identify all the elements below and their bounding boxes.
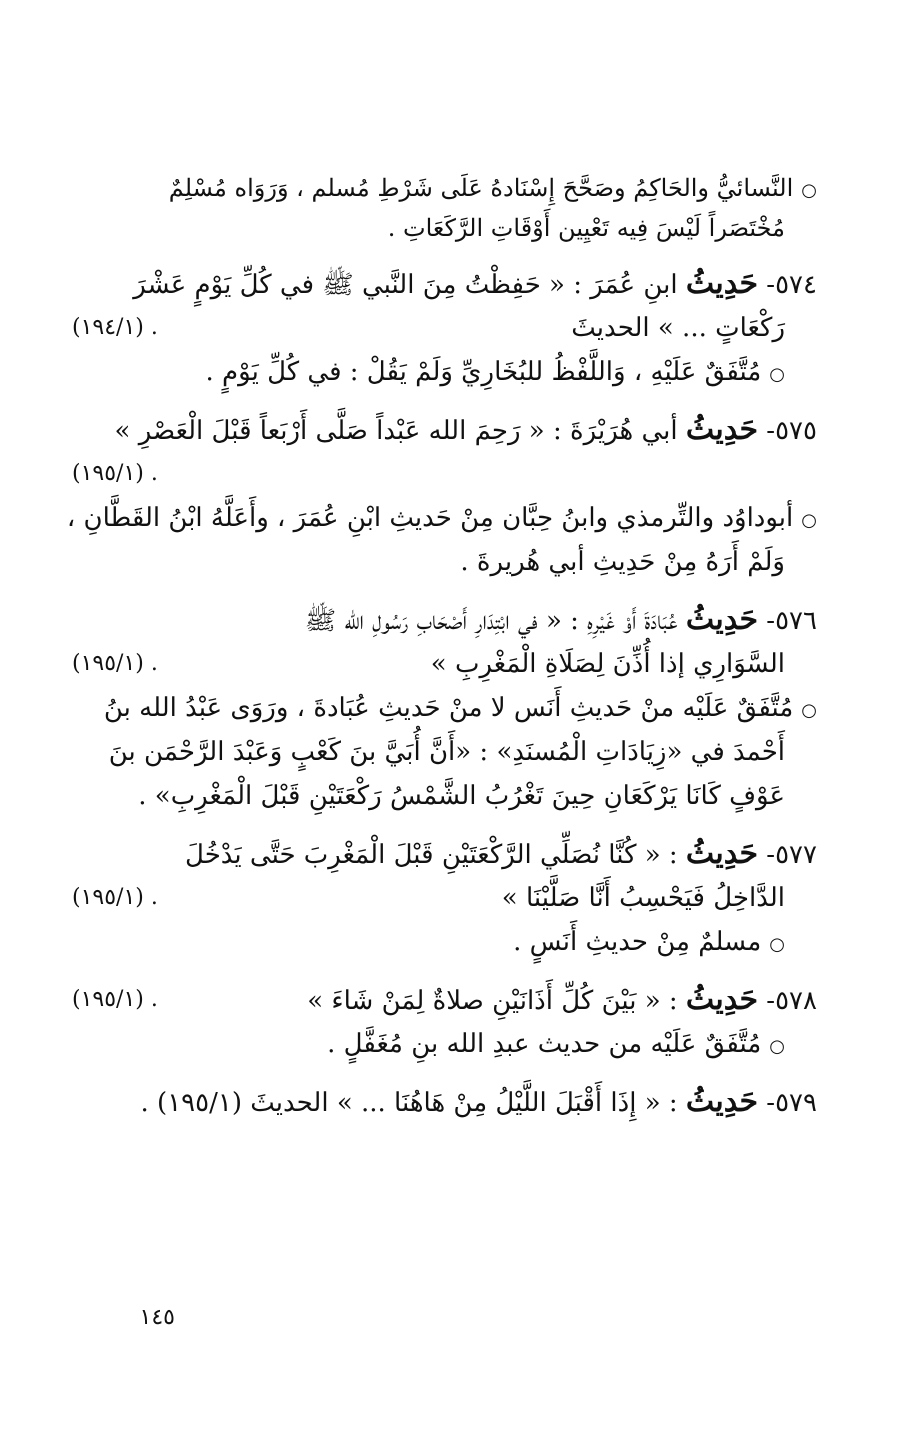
intro-line-2: مُخْتَصَراً لَيْسَ فِيه تَعْيِين أَوْقَاتِ الرَّكَعَاتِ .	[387, 214, 785, 242]
hadith-note-1: أبوداوُد والتِّرمذي وابنُ حِبَّان مِنْ حَديثِ ابْنِ عُمَرَ ، وأَعَلَّهُ ابْنُ القَطَّانِ ،	[66, 503, 794, 533]
hadith-text-2: الدَّاخِلُ فَيَحْسِبُ أَنَّا صَلَّيْنَا »	[501, 883, 785, 913]
hadith-text-2: رَكْعَاتٍ ... » الحديثَ	[571, 313, 785, 343]
hadith-keyword: حَدِيثُ	[685, 1084, 759, 1119]
bullet-circle-icon: ○	[801, 510, 817, 531]
hadith-number: ٥٧٦-	[766, 606, 817, 636]
bullet-circle-icon: ○	[801, 180, 817, 201]
hadith-note-2: أَحْمدَ في «زِيَادَاتِ الْمُسنَدِ» : «أَنَّ أُبَيَّ بنَ كَعْبٍ وَعَبْدَ الرَّحْمَن بنَ	[108, 737, 785, 767]
hadith-576	[72, 598, 817, 818]
intro-note	[72, 168, 817, 248]
hadith-note-2: وَلَمْ أَرَهُ مِنْ حَدِيثِ أبي هُريرةَ .	[460, 547, 785, 577]
hadith-reference: (١٩٥/١) .	[72, 651, 158, 676]
hadith-keyword: حَدِيثُ	[685, 836, 759, 871]
hadith-keyword: حَدِيثُ	[685, 266, 759, 301]
bullet-circle-icon: ○	[769, 1036, 785, 1057]
hadith-keyword: حَدِيثُ	[685, 412, 759, 447]
hadith-579	[72, 1080, 817, 1124]
hadith-reference: (١٩٤/١) .	[72, 315, 158, 340]
hadith-note-3: عَوْفٍ كَانَا يَرْكَعَانِ حِينَ تَغْرُبُ الشَّمْسُ رَكْعَتَيْنِ قَبْلَ الْمَغْرِبِ» .	[138, 781, 785, 811]
hadith-reference: (١٩٥/١) .	[72, 461, 158, 486]
hadith-note: مُتَّفَقٌ عَلَيْه من حديث عبدِ الله بنِ مُغَفَّلٍ .	[327, 1029, 762, 1059]
hadith-578	[72, 978, 817, 1066]
page-content	[66, 168, 817, 1138]
hadith-number: ٥٧٥-	[766, 416, 817, 446]
bullet-circle-icon: ○	[801, 700, 817, 721]
hadith-reference: (١٩٥/١) .	[72, 885, 158, 910]
hadith-keyword: حَدِيثُ	[685, 602, 759, 637]
bullet-circle-icon: ○	[769, 364, 785, 385]
hadith-reference: (١٩٥/١) .	[72, 987, 158, 1012]
hadith-number: ٥٧٧-	[766, 840, 817, 870]
hadith-text-1: ابنِ عُمَرَ : « حَفِظْتُ مِنَ النَّبي ﷺ في كُلِّ يَوْمٍ عَشْرَ	[133, 270, 678, 300]
hadith-574	[72, 262, 817, 394]
bullet-circle-icon: ○	[769, 934, 785, 955]
hadith-note-1: مُتَّفَقٌ عَلَيْه منْ حَديثِ أَنَس لا منْ حَديثِ عُبَادةَ ، ورَوَى عَبْدُ الله بنُ	[103, 693, 794, 723]
hadith-number: ٥٧٨-	[766, 986, 817, 1016]
hadith-number: ٥٧٩-	[766, 1088, 817, 1118]
page-number: ١٤٥	[139, 1305, 175, 1330]
hadith-number: ٥٧٤-	[766, 270, 817, 300]
hadith-note: مُتَّفَقٌ عَلَيْهِ ، وَاللَّفْظُ للبُخَارِيِّ وَلَمْ يَقُلْ : في كُلِّ يَوْمٍ .	[205, 357, 762, 387]
hadith-text-1: : « إِذَا أَقْبَلَ اللَّيْلُ مِنْ هَاهُنَا ... » الحديثَ (١٩٥/١) .	[140, 1088, 678, 1118]
hadith-575	[66, 408, 817, 584]
hadith-keyword: حَدِيثُ	[685, 982, 759, 1017]
hadith-text-1: أبي هُرَيْرَةَ : « رَحِمَ الله عَبْداً صَلَّى أَرْبَعاً قَبْلَ الْعَصْرِ »	[114, 416, 678, 446]
hadith-text-2: السَّوَارِي إذا أُذِّنَ لِصَلَاةِ الْمَغْرِبِ »	[430, 649, 785, 679]
hadith-text-1: : « كُنَّا نُصَلِّي الرَّكْعَتَيْنِ قَبْلَ الْمَغْرِبَ حَتَّى يَدْخُلَ	[185, 840, 678, 870]
hadith-note: مسلمٌ مِنْ حديثِ أَنَسٍ .	[513, 927, 762, 957]
hadith-text-1: : « بَيْنَ كُلِّ أَذَانَيْنِ صلاةٌ لِمَنْ شَاءَ »	[307, 986, 678, 1016]
hadith-577	[72, 832, 817, 964]
hadith-text-1: عُبَادَةَ أَوْ غَيْرِهِ : « في ابْتِدَارِ أَصْحَابِ رَسُولِ الله ﷺ	[304, 606, 678, 636]
intro-line-1: النَّسائيُّ والحَاكِمُ وصَحَّحَ إِسْنَادهُ عَلَى شَرْطِ مُسلم ، وَرَوَاه مُسْلِمٌ	[168, 174, 794, 202]
